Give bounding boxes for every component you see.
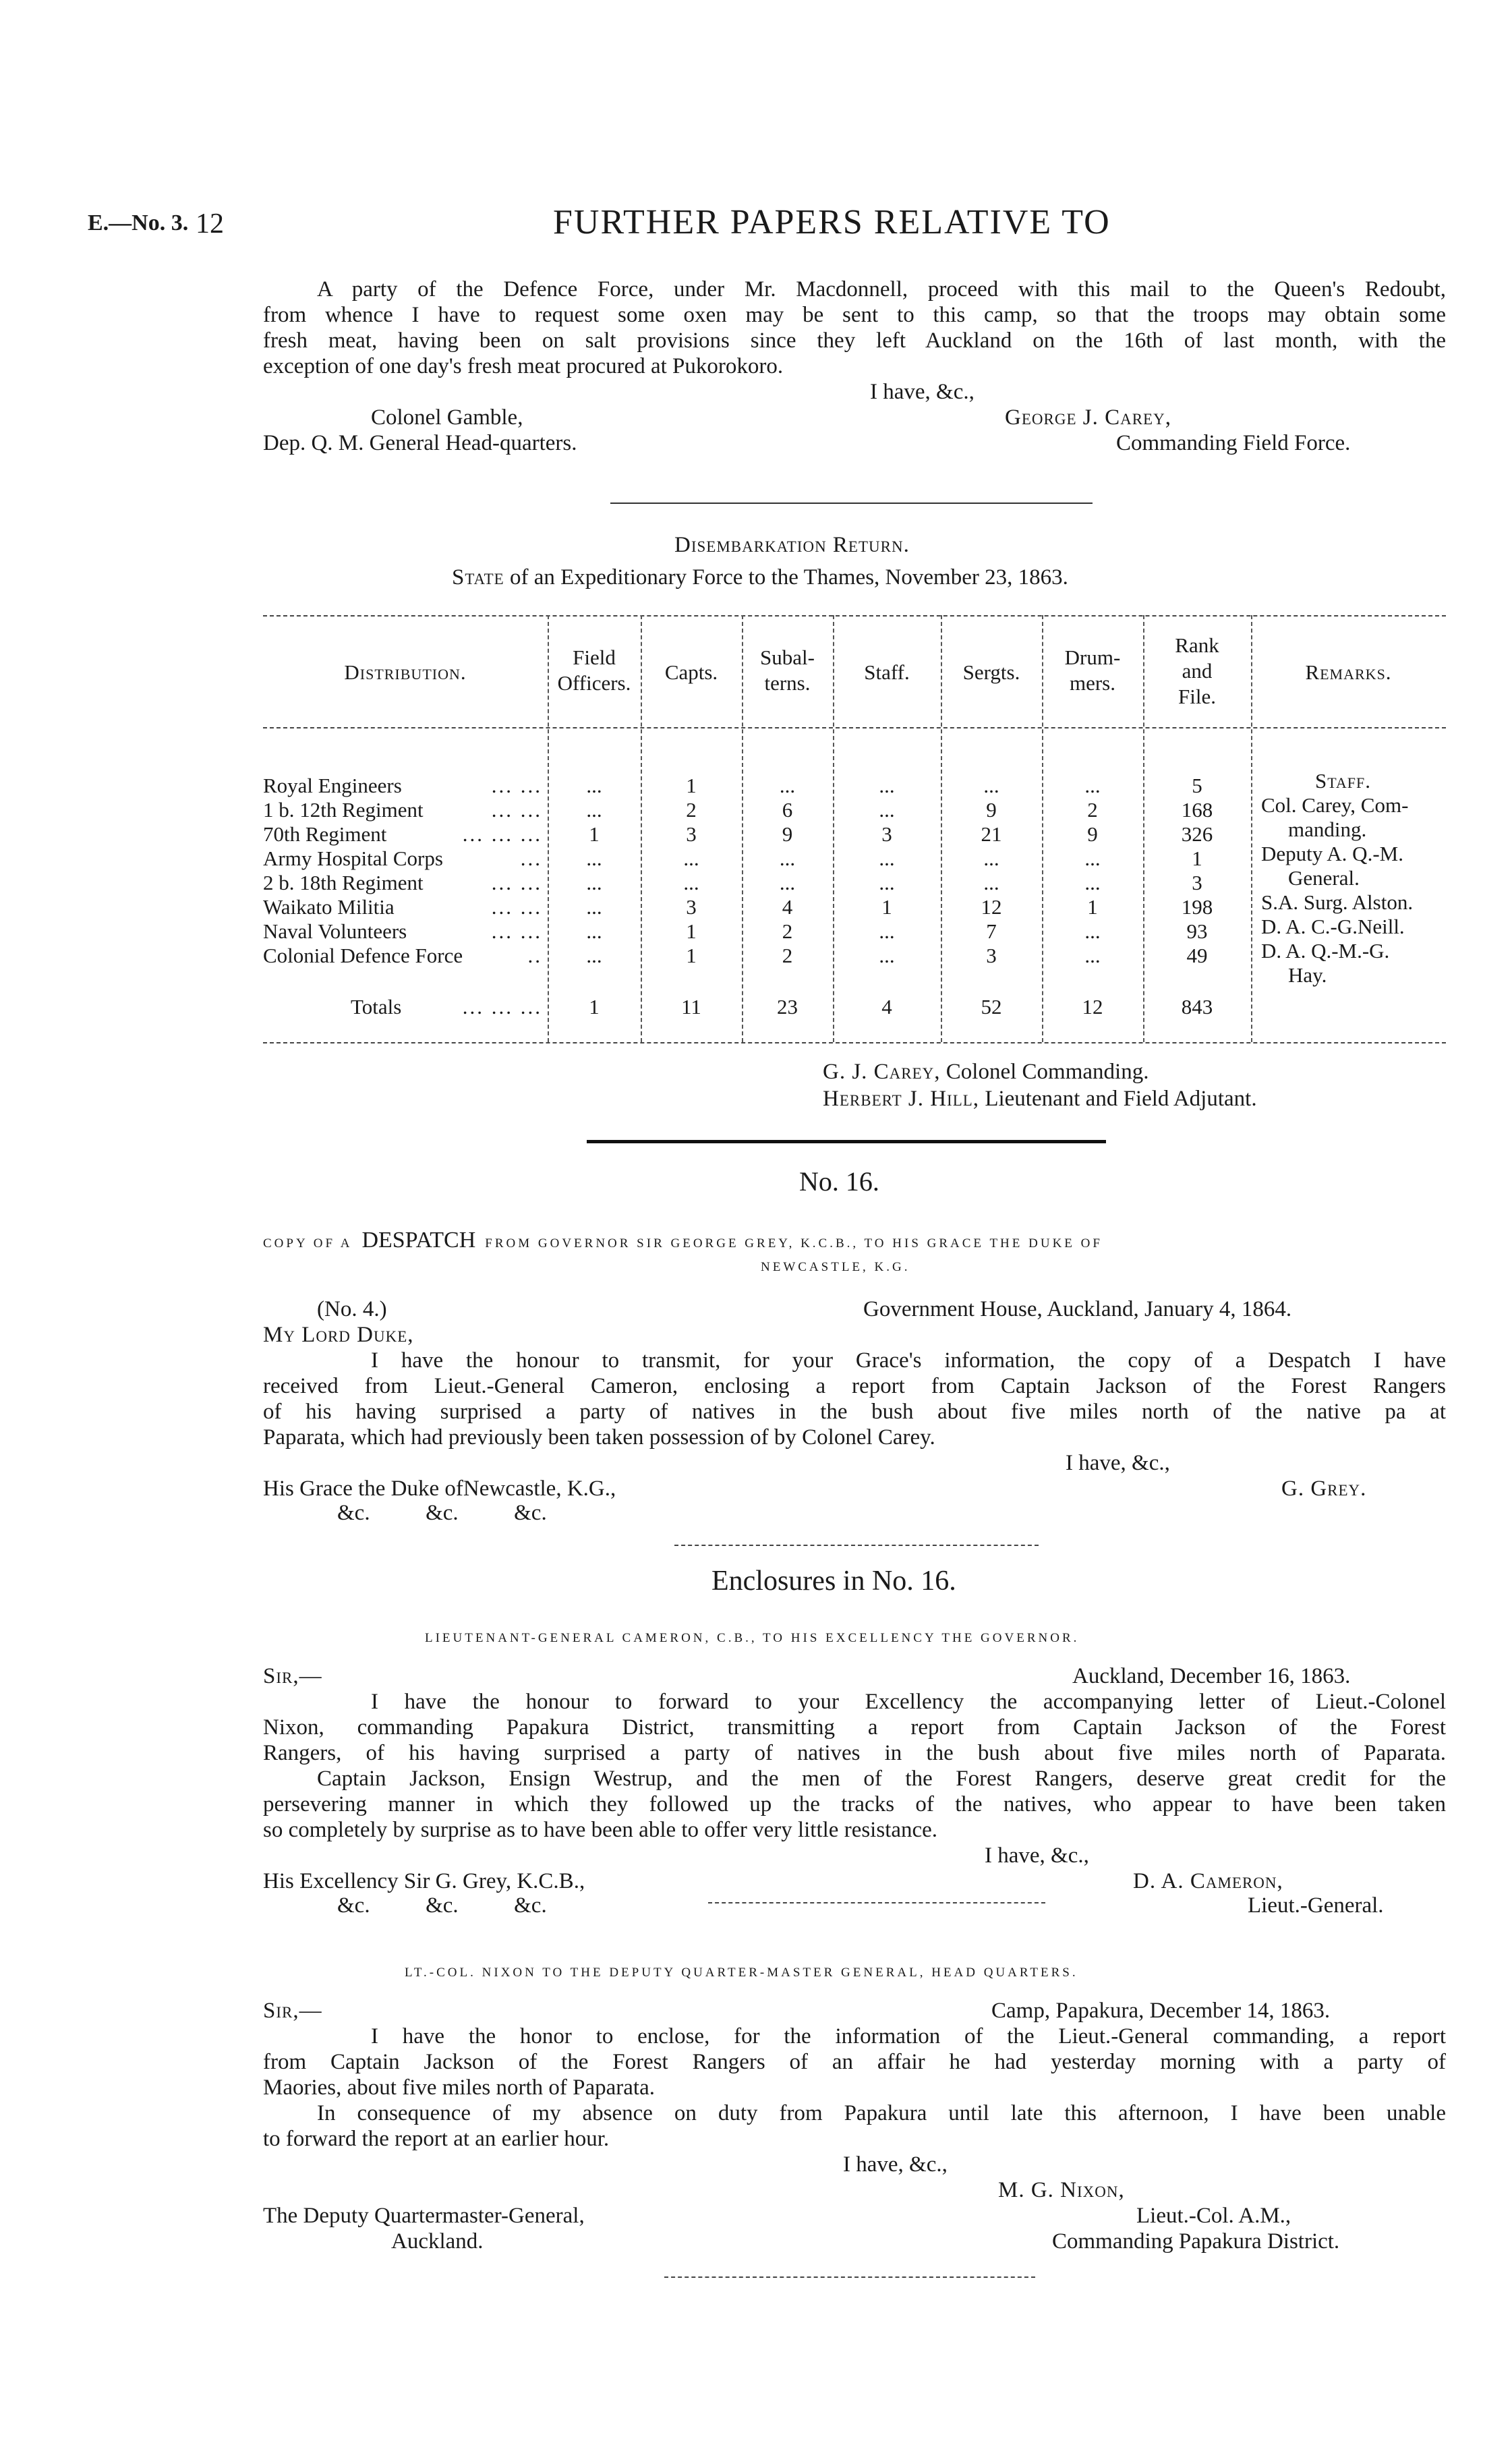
enclosure1-line: Rangers, of his having surprised a party of natives in the bush about five miles north of Paparata.	[263, 1741, 1446, 1765]
return-signature-1	[823, 1059, 1148, 1085]
table-cell-capts: ...	[683, 847, 699, 870]
col-header-line: terns.	[764, 671, 811, 695]
table-row-name	[263, 870, 548, 896]
col-header-line: Subal-	[760, 646, 815, 669]
enclosure2-addressee: The Deputy Quartermaster-General,	[263, 2204, 585, 2228]
enclosure1-line: persevering manner in which they followed up the tracks of the natives, who appear to have been taken	[263, 1792, 1446, 1816]
row-name-text: Royal Engineers	[263, 774, 402, 797]
table-row-name	[263, 943, 548, 969]
row-leader-dots: ... ...	[491, 895, 542, 919]
table-cell-subal: ...	[779, 774, 796, 797]
table-cell-staff: ...	[879, 944, 895, 967]
table-bottom-rule	[263, 1042, 1446, 1043]
enclosure1-place-date: Auckland, December 16, 1863.	[1072, 1664, 1351, 1688]
series-number: E.—No. 3.	[88, 210, 189, 235]
col-header-drummers	[1042, 645, 1143, 696]
enclosure1-line: I have the honour to forward to your Excellency the accompanying letter of Lieut.-Colonel	[371, 1690, 1446, 1714]
table-row-name	[263, 919, 548, 944]
table-cell-drum: ...	[1084, 847, 1101, 870]
table-cell-staff: ...	[879, 774, 895, 797]
row-name-text: 70th Regiment	[263, 822, 387, 846]
table-cell-field: 1	[589, 995, 600, 1019]
table-row-name	[263, 822, 548, 847]
table-cell-capts: 2	[686, 798, 697, 822]
table-cell-drum: ...	[1084, 774, 1101, 797]
return-signature-2	[823, 1086, 1257, 1112]
col-header-line: Field	[573, 646, 616, 669]
table-cell-staff: ...	[879, 871, 895, 894]
enclosure2-line: Maories, about five miles north of Paparata.	[263, 2075, 655, 2100]
despatch-heading-c: FROM GOVERNOR SIR GEORGE GREY, K.C.B., TO HIS GRACE THE DUKE OF	[485, 1236, 1103, 1251]
enclosure2-signature: M. G. Nixon,	[998, 2178, 1125, 2202]
col-header-line: File.	[1178, 685, 1216, 708]
col-header-subalterns	[742, 645, 833, 696]
table-cell-sergts: ...	[983, 847, 999, 870]
separator	[708, 1902, 1045, 1903]
row-name-text: Totals	[351, 995, 402, 1019]
table-cell-sergts: ...	[983, 871, 999, 894]
row-name-text: Naval Volunteers	[263, 919, 407, 943]
remark-line: General.	[1288, 866, 1360, 890]
enclosure2-closing: I have, &c.,	[843, 2152, 948, 2177]
return-subtitle-rest: of an Expeditionary Force to the Thames, November 23, 1863.	[509, 565, 1068, 590]
table-cell-rank: 843	[1181, 995, 1213, 1019]
enclosure2-salutation: Sir,—	[263, 1999, 322, 2023]
table-cell-subal: 23	[777, 995, 798, 1019]
table-cell-capts: ...	[683, 871, 699, 894]
despatch-place-date: Government House, Auckland, January 4, 1864.	[863, 1297, 1292, 1321]
letter1-addressee: Dep. Q. M. General Head-quarters.	[263, 431, 577, 455]
remark-line: manding.	[1288, 818, 1367, 841]
table-cell-drum: ...	[1084, 944, 1101, 967]
table-cell-capts: 1	[686, 919, 697, 943]
return-sig2-role: Lieutenant and Field Adjutant.	[985, 1087, 1257, 1111]
enclosure2-signature-role: Commanding Papakura District.	[1052, 2229, 1340, 2254]
section-divider	[587, 1140, 1106, 1143]
table-cell-subal: 6	[782, 798, 793, 822]
table-cell-drum: 1	[1087, 895, 1098, 919]
return-sig2-name: Herbert J. Hill,	[823, 1087, 980, 1111]
return-subtitle-lead: State	[452, 565, 504, 590]
despatch-heading-d: NEWCASTLE, K.G.	[761, 1260, 910, 1274]
row-name-text: Army Hospital Corps	[263, 847, 443, 870]
letter1-line: exception of one day's fresh meat procured at Pukorokoro.	[263, 354, 784, 378]
remark-line: S.A. Surg. Alston.	[1261, 890, 1414, 914]
table-cell-staff: ...	[879, 847, 895, 870]
page-title: FURTHER PAPERS RELATIVE TO	[553, 203, 1111, 241]
table-cell-field: ...	[586, 895, 602, 919]
enclosure1-salutation: Sir,—	[263, 1664, 322, 1688]
table-cell-subal: 9	[782, 822, 793, 846]
despatch-line: of his having surprised a party of natives in the bush about five miles north of the native pa at	[263, 1400, 1446, 1424]
remark-line: D. A. C.-G.Neill.	[1261, 915, 1405, 938]
table-cell-drum: ...	[1084, 919, 1101, 943]
table-cell-subal: 2	[782, 944, 793, 967]
row-name-text: 2 b. 18th Regiment	[263, 871, 424, 894]
table-cell-rank: 326	[1181, 822, 1213, 846]
enclosure1-line: Captain Jackson, Ensign Westrup, and the men of the Forest Rangers, deserve great credit for the	[317, 1767, 1446, 1791]
remark-line: Staff.	[1315, 769, 1372, 793]
col-header-line: Rank	[1175, 633, 1219, 657]
table-cell-field: ...	[586, 798, 602, 822]
col-header-sergts: Sergts.	[962, 660, 1020, 684]
enclosure2-line: In consequence of my absence on duty from Papakura until late this afternoon, I have been unable	[317, 2101, 1446, 2125]
table-cell-subal: 4	[782, 895, 793, 919]
table-header-rule	[263, 727, 1446, 728]
return-sig1-role: Colonel Commanding.	[946, 1060, 1149, 1084]
table-cell-rank: 49	[1186, 944, 1208, 967]
despatch-line: I have the honour to transmit, for your Grace's information, the copy of a Despatch I have	[371, 1348, 1446, 1373]
despatch-addressee: His Grace the Duke ofNewcastle, K.G.,	[263, 1477, 616, 1501]
col-header-remarks: Remarks.	[1305, 660, 1392, 684]
enclosure1-closing: I have, &c.,	[985, 1843, 1089, 1868]
row-leader-dots: ...	[520, 847, 542, 870]
return-sig1-name: G. J. Carey,	[823, 1060, 941, 1084]
row-leader-dots: ... ...	[491, 798, 542, 822]
letter1-line: from whence I have to request some oxen may be sent to this camp, so that the troops may obtain some	[263, 303, 1446, 327]
enclosure2-header: LT.-COL. NIXON TO THE DEPUTY QUARTER-MASTER GENERAL, HEAD QUARTERS.	[405, 1966, 1078, 1980]
row-leader-dots: ... ...	[491, 774, 542, 797]
despatch-line: received from Lieut.-General Cameron, enclosing a report from Captain Jackson of the Forest Rangers	[263, 1374, 1446, 1398]
enclosure2-signature-role: Lieut.-Col. A.M.,	[1136, 2204, 1291, 2228]
despatch-heading-a: COPY OF A	[263, 1236, 353, 1251]
table-top-rule	[263, 615, 1446, 617]
table-cell-staff: ...	[879, 798, 895, 822]
table-cell-sergts: 52	[981, 995, 1002, 1019]
letter1-line: A party of the Defence Force, under Mr. Macdonnell, proceed with this mail to the Queen's Redoubt,	[317, 277, 1446, 302]
col-header-distribution: Distribution.	[344, 660, 467, 684]
table-cell-drum: 9	[1087, 822, 1098, 846]
row-leader-dots: ... ... ...	[462, 995, 542, 1019]
despatch-number: No. 16.	[799, 1166, 879, 1197]
letter1-signature-role: Commanding Field Force.	[1116, 431, 1351, 455]
table-cell-capts: 1	[686, 774, 697, 797]
table-row-name	[263, 894, 548, 920]
return-subtitle	[452, 565, 1068, 590]
table-cell-drum: 2	[1087, 798, 1098, 822]
col-header-field-officers	[548, 645, 641, 696]
enclosure2-addressee: Auckland.	[391, 2229, 484, 2254]
page-number: 12	[196, 208, 224, 239]
separator	[674, 1545, 1039, 1546]
separator	[610, 503, 1093, 504]
table-row-name	[263, 773, 548, 799]
remark-line: Deputy A. Q.-M.	[1261, 842, 1403, 865]
row-leader-dots: ... ... ...	[462, 822, 542, 846]
table-cell-subal: ...	[779, 847, 796, 870]
table-row-name	[263, 846, 548, 871]
enclosure1-signature: D. A. Cameron,	[1133, 1869, 1283, 1893]
col-header-line: mers.	[1069, 671, 1115, 695]
despatch-closing: I have, &c.,	[1066, 1451, 1170, 1475]
table-cell-sergts: 3	[986, 944, 997, 967]
despatch-line: Paparata, which had previously been taken possession of by Colonel Carey.	[263, 1425, 935, 1450]
table-cell-drum: 12	[1082, 995, 1103, 1019]
col-header-capts: Capts.	[664, 660, 718, 684]
table-cell-sergts: 7	[986, 919, 997, 943]
col-header-line: Officers.	[557, 671, 631, 695]
table-cell-staff: 3	[881, 822, 892, 846]
table-cell-field: ...	[586, 919, 602, 943]
enclosure1-header: LIEUTENANT-GENERAL CAMERON, C.B., TO HIS EXCELLENCY THE GOVERNOR.	[425, 1631, 1080, 1645]
table-cell-sergts: ...	[983, 774, 999, 797]
despatch-salutation: My Lord Duke,	[263, 1323, 414, 1347]
remarks-column	[1261, 769, 1457, 987]
remark-line: Hay.	[1288, 963, 1327, 987]
table-cell-field: ...	[586, 847, 602, 870]
row-name-text: Waikato Militia	[263, 895, 395, 919]
despatch-etc: &c. &c. &c.	[337, 1501, 547, 1525]
despatch-ref: (No. 4.)	[317, 1297, 387, 1321]
table-cell-field: ...	[586, 871, 602, 894]
enclosure2-line: to forward the report at an earlier hour.	[263, 2127, 610, 2151]
col-header-line: Drum-	[1064, 646, 1121, 669]
letter1-line: fresh meat, having been on salt provisions since they left Auckland on the 16th of last month, with the	[263, 328, 1446, 353]
row-leader-dots: ..	[527, 944, 542, 967]
table-cell-drum: ...	[1084, 871, 1101, 894]
table-cell-field: 1	[589, 822, 600, 846]
totals-label	[351, 994, 548, 1020]
enclosures-heading: Enclosures in No. 16.	[711, 1566, 956, 1597]
table-row-name	[263, 797, 548, 823]
row-leader-dots: ... ...	[491, 871, 542, 894]
enclosure2-place-date: Camp, Papakura, December 14, 1863.	[991, 1999, 1331, 2023]
remark-line: D. A. Q.-M.-G.	[1261, 939, 1390, 963]
despatch-heading	[263, 1228, 1103, 1253]
table-cell-rank: 3	[1192, 871, 1202, 894]
enclosure2-line: I have the honor to enclose, for the information of the Lieut.-General commanding, a report	[371, 2024, 1446, 2048]
table-cell-rank: 198	[1181, 895, 1213, 919]
col-header-line: and	[1182, 659, 1213, 683]
enclosure1-line: Nixon, commanding Papakura District, transmitting a report from Captain Jackson of the Forest	[263, 1715, 1446, 1740]
return-heading: Disembarkation Return.	[674, 533, 910, 557]
table-cell-sergts: 12	[981, 895, 1002, 919]
table-cell-subal: ...	[779, 871, 796, 894]
table-cell-capts: 11	[681, 995, 701, 1019]
enclosure1-etc: &c. &c. &c.	[337, 1893, 547, 1918]
table-cell-subal: 2	[782, 919, 793, 943]
col-header-rank-file	[1143, 633, 1251, 710]
despatch-heading-b: DESPATCH	[361, 1228, 476, 1253]
despatch-signature: G. Grey.	[1281, 1477, 1367, 1501]
table-cell-staff: ...	[879, 919, 895, 943]
letter1-addressee: Colonel Gamble,	[371, 405, 523, 430]
row-name-text: 1 b. 12th Regiment	[263, 798, 424, 822]
letter1-signature: George J. Carey,	[1005, 405, 1171, 430]
table-cell-rank: 93	[1186, 919, 1208, 943]
table-cell-staff: 1	[881, 895, 892, 919]
row-name-text: Colonial Defence Force	[263, 944, 463, 967]
table-cell-rank: 5	[1192, 774, 1202, 797]
letter1-closing: I have, &c.,	[870, 380, 975, 404]
enclosure1-addressee: His Excellency Sir G. Grey, K.C.B.,	[263, 1869, 585, 1893]
enclosure1-line: so completely by surprise as to have been able to offer very little resistance.	[263, 1818, 938, 1842]
table-cell-capts: 3	[686, 822, 697, 846]
table-cell-sergts: 9	[986, 798, 997, 822]
row-leader-dots: ... ...	[491, 919, 542, 943]
enclosure1-signature-role: Lieut.-General.	[1248, 1893, 1384, 1918]
table-cell-rank: 1	[1192, 847, 1202, 870]
table-cell-capts: 1	[686, 944, 697, 967]
col-header-staff: Staff.	[864, 660, 910, 684]
enclosure2-line: from Captain Jackson of the Forest Rangers of an affair he had yesterday morning with a party of	[263, 2050, 1446, 2074]
remark-line: Col. Carey, Com-	[1261, 793, 1409, 817]
table-cell-field: ...	[586, 774, 602, 797]
separator	[664, 2276, 1035, 2278]
table-cell-field: ...	[586, 944, 602, 967]
table-cell-sergts: 21	[981, 822, 1002, 846]
table-cell-staff: 4	[881, 995, 892, 1019]
table-cell-rank: 168	[1181, 798, 1213, 822]
table-cell-capts: 3	[686, 895, 697, 919]
